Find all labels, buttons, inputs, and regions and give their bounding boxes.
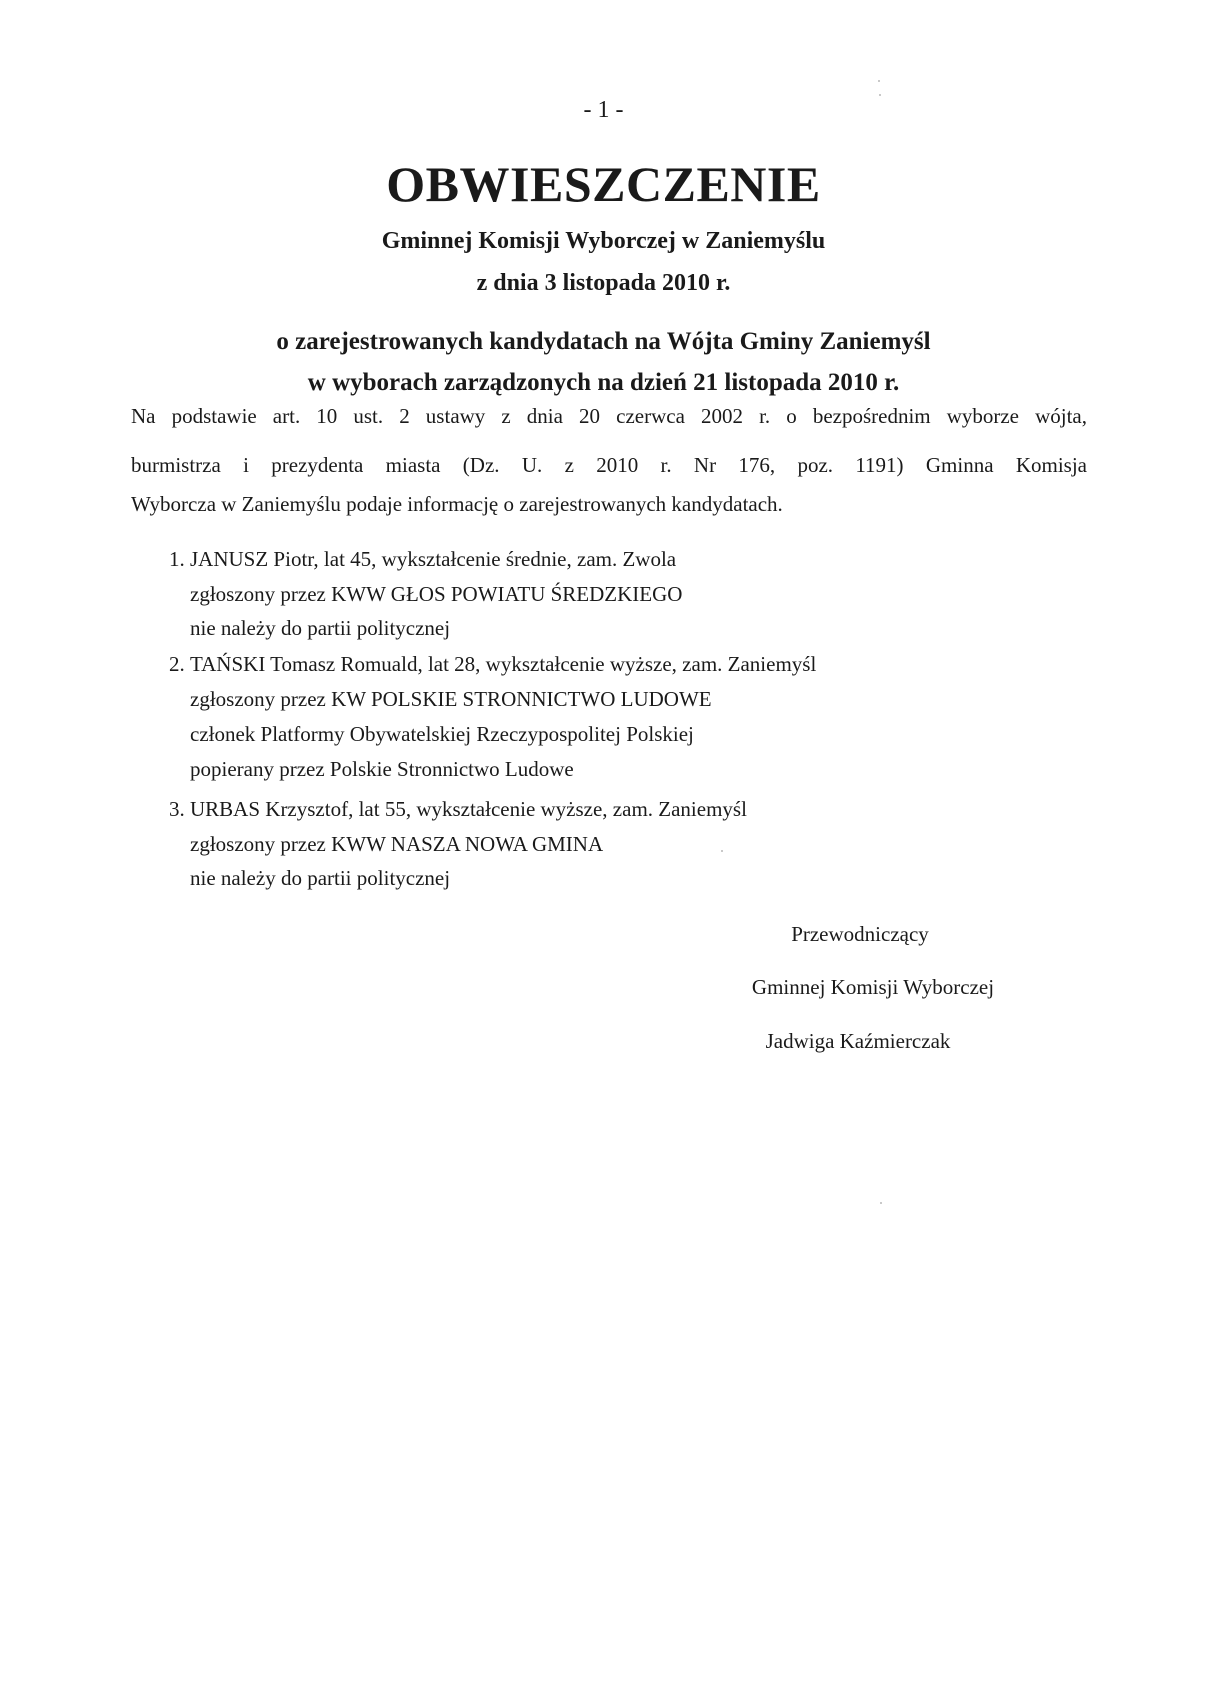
candidate-name-line: URBAS Krzysztof, lat 55, wykształcenie wyższe, zam. Zaniemyśl bbox=[190, 797, 747, 821]
document-title: OBWIESZCZENIE bbox=[386, 156, 821, 212]
candidate-nomination: zgłoszony przez KW POLSKIE STRONNICTWO LUDOWE bbox=[190, 687, 712, 711]
candidate-number: 2. bbox=[169, 652, 185, 676]
candidate-nomination: zgłoszony przez KWW GŁOS POWIATU ŚREDZKIEGO bbox=[190, 582, 683, 606]
intro-line-3: Wyborcza w Zaniemyślu podaje informację o zarejestrowanych kandydatach. bbox=[131, 492, 783, 516]
candidate-party: nie należy do partii politycznej bbox=[190, 866, 451, 890]
candidate-support: popierany przez Polskie Stronnictwo Ludowe bbox=[190, 757, 574, 781]
subject-line-1: o zarejestrowanych kandydatach na Wójta Gminy Zaniemyśl bbox=[276, 328, 931, 355]
signature-name: Jadwiga Kaźmierczak bbox=[765, 1029, 951, 1053]
candidate-number: 1. bbox=[169, 547, 185, 571]
intro-line-2: burmistrza i prezydenta miasta (Dz. U. z 2010 r. Nr 176, poz. 1191) Gminna Komisja bbox=[131, 453, 1087, 477]
candidate-party: członek Platformy Obywatelskiej Rzeczypospolitej Polskiej bbox=[190, 722, 694, 746]
intro-line-1: Na podstawie art. 10 ust. 2 ustawy z dnia 20 czerwca 2002 r. o bezpośrednim wyborze wójta, bbox=[131, 404, 1087, 428]
candidate-nomination: zgłoszony przez KWW NASZA NOWA GMINA bbox=[190, 832, 604, 856]
subject-line-2: w wyborach zarządzonych na dzień 21 listopada 2010 r. bbox=[307, 369, 900, 396]
scan-speck bbox=[879, 94, 881, 96]
signature-role: Przewodniczący bbox=[791, 922, 929, 946]
page-number: - 1 - bbox=[583, 97, 624, 123]
candidate-party: nie należy do partii politycznej bbox=[190, 616, 451, 640]
candidate-name-line: JANUSZ Piotr, lat 45, wykształcenie średnie, zam. Zwola bbox=[190, 547, 677, 571]
candidate-number: 3. bbox=[169, 797, 185, 821]
candidate-name-line: TAŃSKI Tomasz Romuald, lat 28, wykształcenie wyższe, zam. Zaniemyśl bbox=[190, 652, 817, 676]
subtitle-date: z dnia 3 listopada 2010 r. bbox=[476, 270, 731, 296]
scan-speck bbox=[721, 850, 723, 852]
subtitle-committee: Gminnej Komisji Wyborczej w Zaniemyślu bbox=[381, 228, 826, 254]
signature-body: Gminnej Komisji Wyborczej bbox=[751, 975, 995, 999]
scan-speck bbox=[880, 1202, 882, 1204]
scan-speck bbox=[878, 80, 880, 82]
